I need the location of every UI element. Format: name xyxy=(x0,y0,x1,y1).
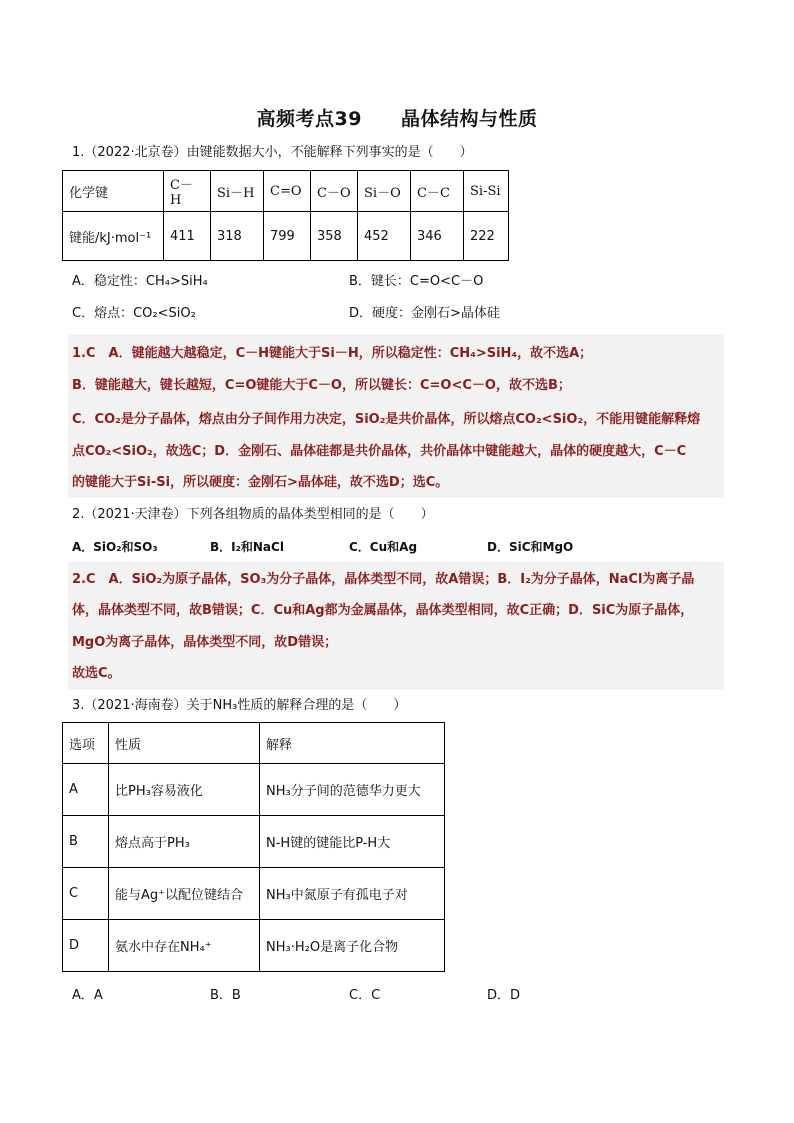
table-header-row xyxy=(63,171,509,212)
table-row xyxy=(63,764,445,816)
answer-line: C．CO₂是分子晶体，熔点由分子间作用力决定，SiO₂是共价晶体，所以熔点CO₂<SiO₂，不能用键能解释熔 xyxy=(72,412,701,427)
question-3-option-c: C．C xyxy=(349,988,381,1003)
question-2-stem: 2.（2021·天津卷）下列各组物质的晶体类型相同的是（ ） xyxy=(72,507,434,522)
table-cell: 222 xyxy=(464,212,509,261)
table-cell: 选项 xyxy=(63,723,109,764)
question-1-answer xyxy=(68,334,724,498)
table-cell: A xyxy=(63,764,109,816)
answer-line: 1.C A．键能越大越稳定，C－H键能大于Si－H，所以稳定性：CH₄>SiH₄，故不选A； xyxy=(72,346,593,361)
table-cell: 346 xyxy=(411,212,464,261)
answer-line: 的键能大于Si-Si，所以硬度：金刚石>晶体硅，故不选D；选C。 xyxy=(72,475,449,490)
nh3-property-table xyxy=(62,722,445,972)
question-2-option-c: C．Cu和Ag xyxy=(349,540,418,554)
bond-energy-table xyxy=(62,170,509,261)
table-cell: 能与Ag⁺以配位键结合 xyxy=(109,868,260,920)
table-row xyxy=(63,816,445,868)
answer-line: 故选C。 xyxy=(72,666,121,681)
question-3-option-d: D．D xyxy=(487,988,521,1003)
question-2-option-a: A．SiO₂和SO₃ xyxy=(72,540,158,554)
table-header-row xyxy=(63,723,445,764)
table-cell: C－O xyxy=(311,171,358,212)
table-cell: C－H xyxy=(164,171,211,212)
table-cell: 解释 xyxy=(260,723,445,764)
table-cell: Si－H xyxy=(211,171,264,212)
question-3-stem: 3.（2021·海南卷）关于NH₃性质的解释合理的是（ ） xyxy=(72,698,407,713)
table-cell: 性质 xyxy=(109,723,260,764)
table-cell: NH₃中氮原子有孤电子对 xyxy=(260,868,445,920)
table-cell: 318 xyxy=(211,212,264,261)
table-row xyxy=(63,920,445,972)
question-2-answer xyxy=(68,562,724,690)
question-1-stem: 1.（2022·北京卷）由键能数据大小，不能解释下列事实的是（ ） xyxy=(72,145,473,160)
table-cell: NH₃·H₂O是离子化合物 xyxy=(260,920,445,972)
table-cell: NH₃分子间的范德华力更大 xyxy=(260,764,445,816)
question-3-option-a: A．A xyxy=(72,988,103,1003)
table-cell: 熔点高于PH₃ xyxy=(109,816,260,868)
table-cell: C=O xyxy=(264,171,311,212)
question-3-option-b: B．B xyxy=(210,988,241,1003)
table-cell: 358 xyxy=(311,212,358,261)
answer-line: 体，晶体类型不同，故B错误；C．Cu和Ag都为金属晶体，晶体类型相同，故C正确；D．SiC为原子晶体， xyxy=(72,603,694,618)
table-cell: 键能/kJ·mol⁻¹ xyxy=(63,212,164,261)
question-1-option-a: A．稳定性：CH₄>SiH₄ xyxy=(72,274,208,289)
question-1-option-c: C．熔点：CO₂<SiO₂ xyxy=(72,306,196,321)
table-cell: Si－O xyxy=(358,171,411,212)
table-cell: 452 xyxy=(358,212,411,261)
answer-line: 2.C A．SiO₂为原子晶体，SO₃为分子晶体，晶体类型不同，故A错误；B．I₂为分子晶体，NaCl为离子晶 xyxy=(72,572,695,587)
question-2-option-b: B．I₂和NaCl xyxy=(210,540,284,554)
table-cell: B xyxy=(63,816,109,868)
answer-line: 点CO₂<SiO₂，故选C；D．金刚石、晶体硅都是共价晶体，共价晶体中键能越大，晶体的硬度越大，C－C xyxy=(72,444,687,459)
table-cell: 化学键 xyxy=(63,171,164,212)
table-cell: 比PH₃容易液化 xyxy=(109,764,260,816)
answer-line: B．键能越大，键长越短，C=O键能大于C－O，所以键长：C=O<C－O，故不选B； xyxy=(72,378,571,393)
table-cell: C－C xyxy=(411,171,464,212)
table-cell: 411 xyxy=(164,212,211,261)
table-row xyxy=(63,212,509,261)
table-cell: C xyxy=(63,868,109,920)
answer-line: MgO为离子晶体，晶体类型不同，故D错误； xyxy=(72,635,338,650)
question-1-option-b: B．键长：C=O<C－O xyxy=(349,274,484,289)
table-cell: N-H键的键能比P-H大 xyxy=(260,816,445,868)
question-2-option-d: D．SiC和MgO xyxy=(487,540,574,554)
page-title: 高频考点39 晶体结构与性质 xyxy=(256,108,538,130)
question-1-option-d: D．硬度：金刚石>晶体硅 xyxy=(349,306,500,321)
table-cell: 799 xyxy=(264,212,311,261)
table-row xyxy=(63,868,445,920)
table-cell: Si-Si xyxy=(464,171,509,212)
table-cell: 氨水中存在NH₄⁺ xyxy=(109,920,260,972)
table-cell: D xyxy=(63,920,109,972)
